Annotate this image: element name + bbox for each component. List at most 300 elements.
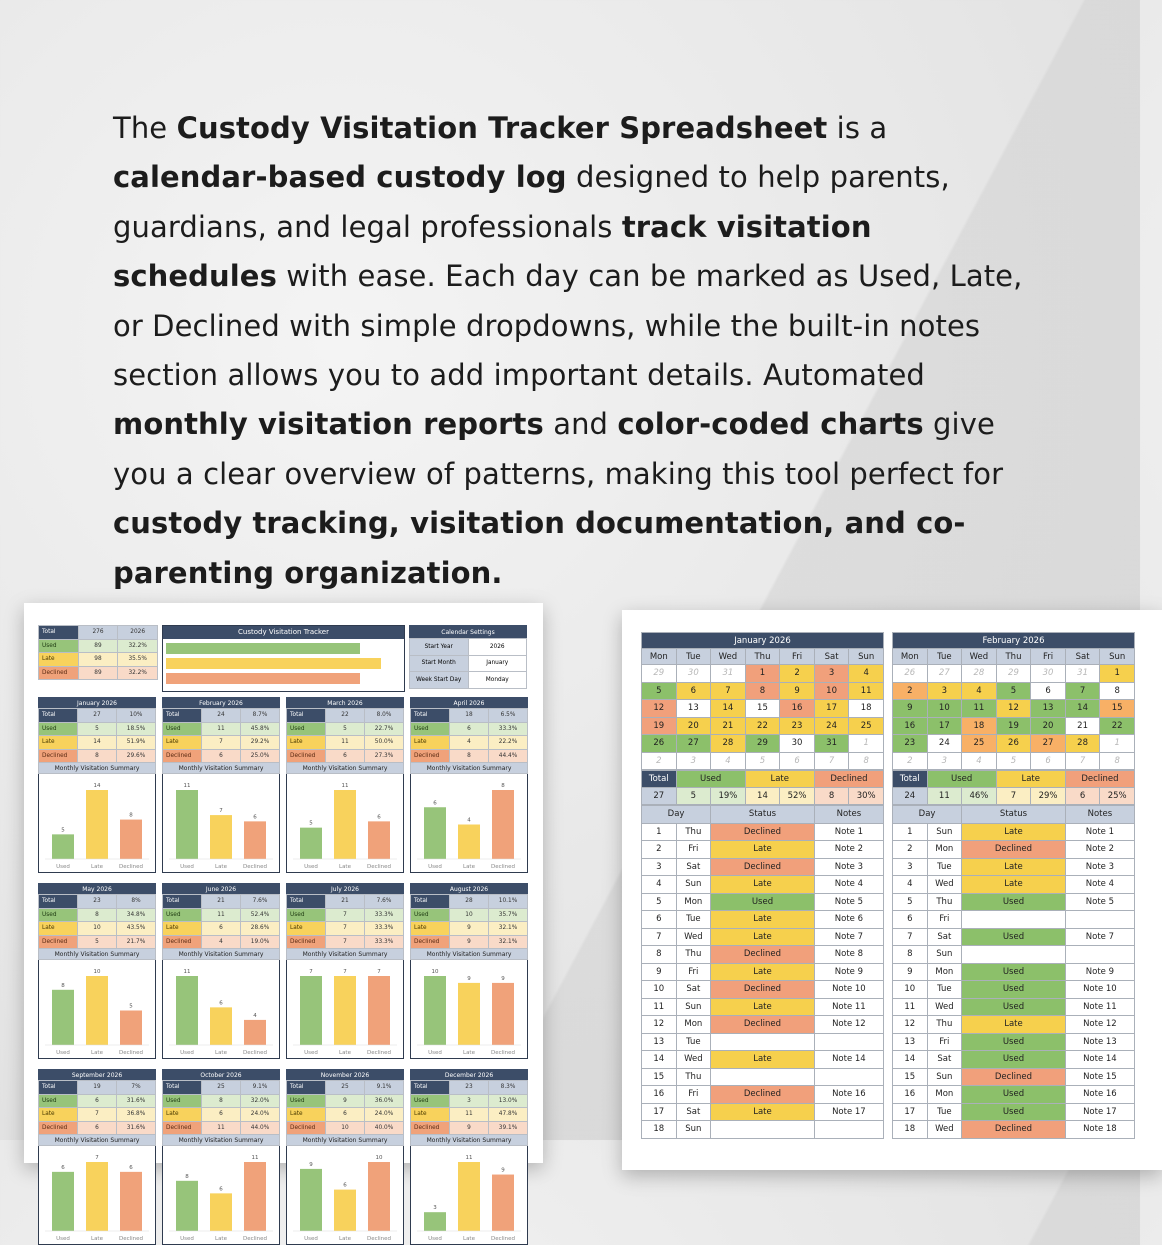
log-row [642,963,884,981]
log-day-number: 1 [893,823,928,841]
log-day-number: 11 [642,998,677,1016]
totals-row [39,639,158,653]
calendar-day[interactable]: 9 [893,700,928,718]
month-row-count: 4 [450,736,489,750]
month-row-pct: 22.7% [365,722,404,736]
x-tick-label: Late [215,1050,227,1056]
log-note-field[interactable]: Note 5 [814,893,883,911]
month-row-count: 3 [450,1094,489,1108]
log-status-dropdown[interactable]: Used [962,1103,1066,1121]
log-status-dropdown[interactable]: Declined [962,841,1066,859]
calendar-day[interactable]: 6 [1031,752,1066,770]
calendar-day[interactable]: 27 [927,665,962,683]
month-row-pct: 33.3% [365,922,404,936]
log-note-field[interactable]: Note 14 [1065,1051,1134,1069]
totals-row [39,653,158,667]
month-row-count: 8 [78,749,117,763]
month-table [38,708,156,763]
log-status-dropdown[interactable]: Declined [711,1086,815,1104]
summary-head-row [642,771,884,788]
calendar-day[interactable]: 14 [711,700,746,718]
month-row-count: 18 [450,709,489,723]
calendar-day[interactable]: 30 [1031,665,1066,683]
log-status-dropdown[interactable]: Used [962,963,1066,981]
log-note-field[interactable]: Note 9 [814,963,883,981]
weekday-label: Mon [642,649,677,665]
calendar-day[interactable]: 6 [1031,682,1066,700]
settings-label: Week Start Day [410,672,469,689]
month-row-count: 25 [202,1081,241,1095]
log-row [893,1121,1135,1139]
log-status-dropdown[interactable]: Late [711,998,815,1016]
calendar-day[interactable]: 31 [1065,665,1100,683]
log-day-number: 6 [642,911,677,929]
log-note-field[interactable]: Note 12 [814,1016,883,1034]
calendar-day[interactable]: 28 [962,665,997,683]
month-chart [162,774,280,873]
bar-value-label: 7 [343,969,347,975]
log-status-dropdown[interactable] [962,946,1066,964]
bar-used [300,1169,322,1231]
month-row-label: Late [411,1108,450,1122]
log-note-field[interactable]: Note 10 [814,981,883,999]
calendar-day[interactable]: 5 [642,682,677,700]
log-status-dropdown[interactable]: Late [711,1051,815,1069]
log-weekday: Tue [676,1033,711,1051]
month-row-pct: 33.3% [365,935,404,949]
log-note-field[interactable]: Note 17 [814,1103,883,1121]
month-bar-chart [411,774,527,872]
log-status-dropdown[interactable]: Late [962,858,1066,876]
calendar-day[interactable]: 16 [780,700,815,718]
month-chart [286,1146,404,1245]
month-row-label: Declined [287,749,326,763]
month-row-pct: 27.3% [365,749,404,763]
log-status-dropdown[interactable]: Used [962,1086,1066,1104]
log-status-dropdown[interactable]: Declined [962,1068,1066,1086]
summary-value: 14 [745,788,780,805]
bar-declined [368,976,390,1045]
month-row-label: Used [411,908,450,922]
summary-value: 11 [927,788,962,805]
summary-value: 25% [1100,788,1135,805]
calendar-day[interactable]: 28 [711,735,746,753]
log-note-field[interactable]: Note 2 [1065,841,1134,859]
calendar-day[interactable]: 5 [996,752,1031,770]
calendar-day[interactable]: 22 [745,717,780,735]
month-row-label: Declined [163,1121,202,1135]
log-note-field[interactable]: Note 16 [814,1086,883,1104]
log-note-field[interactable]: Note 8 [814,946,883,964]
month-row-pct: 43.5% [117,922,156,936]
bar-late [86,790,108,859]
log-note-field[interactable] [814,1121,883,1139]
calendar-day[interactable]: 20 [676,717,711,735]
calendar-day[interactable]: 8 [1100,752,1135,770]
totals-count: 89 [78,639,118,653]
log-row [642,1086,884,1104]
log-note-field[interactable]: Note 2 [814,841,883,859]
log-weekday: Thu [927,1016,962,1034]
log-head-notes: Notes [1065,806,1134,824]
log-note-field[interactable]: Note 13 [1065,1033,1134,1051]
month-row-count: 9 [450,1121,489,1135]
month-row-label: Used [163,722,202,736]
log-status-dropdown[interactable]: Used [962,998,1066,1016]
calendar-day[interactable]: 21 [711,717,746,735]
log-day-number: 10 [642,981,677,999]
bar-late [210,815,232,859]
log-row [893,1103,1135,1121]
log-status-dropdown[interactable]: Late [962,876,1066,894]
log-note-field[interactable] [814,1068,883,1086]
month-row [287,736,404,750]
bar-value-label: 6 [129,1164,133,1171]
month-title: February 2026 [162,697,280,708]
calendar-day[interactable]: 26 [893,665,928,683]
calendar-week [642,682,884,700]
month-chart [38,1146,156,1245]
month-row [39,908,156,922]
calendar-day[interactable]: 10 [927,700,962,718]
calendar-day[interactable]: 12 [996,700,1031,718]
month-title: June 2026 [162,883,280,894]
x-tick-label: Late [463,864,475,870]
calendar-day[interactable]: 5 [996,682,1031,700]
calendar-day[interactable]: 1 [1100,665,1135,683]
month-row-count: 9 [450,935,489,949]
month-row-label: Late [163,1108,202,1122]
month-row [411,709,528,723]
bar-used [176,1181,198,1231]
month-row-pct: 40.0% [365,1121,404,1135]
x-tick-label: Late [339,864,351,870]
calendar-day[interactable]: 22 [1100,717,1135,735]
calendar-day[interactable]: 19 [642,717,677,735]
bar-value-label: 6 [343,1182,347,1189]
bar-value-label: 10 [93,969,101,975]
intro-segment: designed to help parents, guardians, and legal professionals [113,160,950,244]
month-row-pct: 32.1% [489,922,528,936]
totals-label: Declined [39,666,79,680]
bar-declined [244,1162,266,1231]
log-note-field[interactable]: Note 1 [1065,823,1134,841]
calendar-day[interactable]: 3 [927,752,962,770]
log-status-dropdown[interactable] [962,911,1066,929]
calendar-day[interactable]: 15 [1100,700,1135,718]
calendar-day[interactable]: 2 [893,682,928,700]
log-status-dropdown[interactable] [711,1068,815,1086]
calendar-day[interactable]: 27 [676,735,711,753]
month-row-pct: 9.1% [365,1081,404,1095]
tracker-title: Custody Visitation Tracker [163,626,404,639]
log-weekday: Mon [676,893,711,911]
calendar-day[interactable]: 18 [962,717,997,735]
calendar-day[interactable]: 11 [849,682,884,700]
month-row [287,1094,404,1108]
calendar-day[interactable]: 3 [676,752,711,770]
calendar-day[interactable]: 1 [745,665,780,683]
log-note-field[interactable]: Note 12 [1065,1016,1134,1034]
x-tick-label: Used [428,864,442,870]
log-row [642,928,884,946]
calendar-day[interactable]: 1 [849,735,884,753]
log-note-field[interactable]: Note 14 [814,1051,883,1069]
calendar-day[interactable]: 29 [996,665,1031,683]
calendar-day[interactable]: 13 [676,700,711,718]
bar-used [52,1172,74,1231]
calendar-day[interactable]: 7 [1065,752,1100,770]
calendar-day[interactable]: 8 [1100,682,1135,700]
log-row [642,1068,884,1086]
log-note-field[interactable]: Note 18 [1065,1121,1134,1139]
weekday-row [642,649,884,665]
log-day-number: 5 [642,893,677,911]
weekday-label: Fri [1031,649,1066,665]
log-note-field[interactable]: Note 11 [1065,998,1134,1016]
month-row-count: 6 [202,922,241,936]
calendar-day[interactable]: 24 [927,735,962,753]
log-status-dropdown[interactable]: Declined [711,946,815,964]
month-row-count: 7 [326,935,365,949]
month-row-label: Late [411,922,450,936]
month-table [410,1080,528,1135]
calendar-day[interactable]: 29 [745,735,780,753]
calendar-day[interactable]: 7 [814,752,849,770]
bar-value-label: 5 [309,820,313,827]
log-day-number: 7 [642,928,677,946]
x-tick-label: Late [91,1236,103,1242]
calendar-day[interactable]: 2 [780,665,815,683]
log-status-dropdown[interactable]: Used [962,981,1066,999]
month-row-label: Declined [411,1121,450,1135]
log-note-field[interactable]: Note 16 [1065,1086,1134,1104]
month-row [163,736,280,750]
summary-value: 7 [996,788,1031,805]
log-weekday: Tue [927,1103,962,1121]
calendar-day[interactable]: 7 [711,682,746,700]
bar-value-label: 11 [183,783,191,789]
calendar-day[interactable]: 10 [814,682,849,700]
calendar-day[interactable]: 15 [745,700,780,718]
calendar-day[interactable]: 4 [962,752,997,770]
bar-used [424,807,446,859]
calendar-day[interactable]: 25 [962,735,997,753]
calendar-day[interactable]: 2 [893,752,928,770]
log-row [893,1051,1135,1069]
calendar-day[interactable]: 8 [849,752,884,770]
bar-declined [120,1172,142,1231]
log-status-dropdown[interactable]: Late [711,1103,815,1121]
totals-count: 276 [78,626,118,640]
calendar-day[interactable]: 7 [1065,682,1100,700]
log-note-field[interactable]: Note 17 [1065,1103,1134,1121]
month-chart [162,1146,280,1245]
log-weekday: Thu [676,823,711,841]
log-weekday: Tue [927,981,962,999]
log-note-field[interactable]: Note 9 [1065,963,1134,981]
calendar-day[interactable]: 2 [642,752,677,770]
log-note-field[interactable] [1065,946,1134,964]
month-row [287,1081,404,1095]
month-row-label: Total [163,895,202,909]
log-day-number: 18 [893,1121,928,1139]
calendar-day[interactable]: 20 [1031,717,1066,735]
calendar-day[interactable]: 31 [711,665,746,683]
log-note-field[interactable]: Note 7 [1065,928,1134,946]
month-row-count: 14 [78,736,117,750]
log-status-dropdown[interactable]: Used [962,893,1066,911]
log-note-field[interactable]: Note 4 [814,876,883,894]
month-row [287,1108,404,1122]
calendar-day[interactable]: 8 [745,682,780,700]
log-row [642,876,884,894]
log-note-field[interactable]: Note 15 [1065,1068,1134,1086]
log-status-dropdown[interactable]: Late [711,876,815,894]
month-row-label: Used [411,1094,450,1108]
log-status-dropdown[interactable]: Used [711,893,815,911]
calendar-day[interactable]: 26 [642,735,677,753]
calendar-day[interactable]: 4 [711,752,746,770]
calendar-day[interactable]: 30 [676,665,711,683]
calendar-day[interactable]: 29 [642,665,677,683]
month-row-pct: 8.3% [489,1081,528,1095]
calendar-day[interactable]: 5 [745,752,780,770]
calendar-week [893,665,1135,683]
calendar-day[interactable]: 13 [1031,700,1066,718]
calendar-day[interactable]: 6 [676,682,711,700]
log-status-dropdown[interactable] [711,1033,815,1051]
month-row-pct: 32.0% [241,1094,280,1108]
log-status-dropdown[interactable]: Late [711,928,815,946]
log-status-dropdown[interactable]: Used [962,928,1066,946]
log-status-dropdown[interactable]: Declined [711,1016,815,1034]
calendar-day[interactable]: 23 [780,717,815,735]
calendar-day[interactable]: 1 [1100,735,1135,753]
x-tick-label: Used [180,864,194,870]
month-chart [410,1146,528,1245]
month-row [411,895,528,909]
log-weekday: Wed [927,876,962,894]
log-status-dropdown[interactable]: Declined [711,823,815,841]
log-note-field[interactable]: Note 3 [1065,858,1134,876]
month-row-count: 6 [78,1121,117,1135]
weekday-row [893,649,1135,665]
summary-value: 52% [780,788,815,805]
x-tick-label: Late [91,864,103,870]
month-row-label: Late [287,922,326,936]
calendar-day[interactable]: 16 [893,717,928,735]
log-note-field[interactable]: Note 5 [1065,893,1134,911]
calendar-day[interactable]: 9 [780,682,815,700]
calendar-day[interactable]: 24 [814,717,849,735]
month-summary [38,697,156,873]
calendar-day[interactable]: 26 [996,735,1031,753]
calendar-day[interactable]: 25 [849,717,884,735]
log-day-number: 16 [642,1086,677,1104]
log-status-dropdown[interactable]: Late [962,823,1066,841]
log-note-field[interactable] [1065,911,1134,929]
log-row [893,876,1135,894]
log-status-dropdown[interactable]: Used [962,1051,1066,1069]
calendar-day[interactable]: 18 [849,700,884,718]
month-row-count: 11 [202,908,241,922]
month-row-pct: 47.8% [489,1108,528,1122]
calendar-day[interactable]: 19 [996,717,1031,735]
month-row-count: 6 [202,1108,241,1122]
calendar-day[interactable]: 30 [780,735,815,753]
month-row-pct: 18.5% [117,722,156,736]
summary-label: Monthly Visitation Summary [38,1135,156,1146]
log-status-dropdown[interactable]: Late [962,1016,1066,1034]
calendar-day[interactable]: 4 [849,665,884,683]
log-status-dropdown[interactable]: Declined [711,981,815,999]
log-row [642,1121,884,1139]
calendar-day[interactable]: 31 [814,735,849,753]
x-tick-label: Used [304,1236,318,1242]
calendar-day[interactable]: 21 [1065,717,1100,735]
intro-segment: track visitation schedules [113,209,872,294]
log-note-field[interactable]: Note 6 [814,911,883,929]
log-day-number: 10 [893,981,928,999]
bar-used [52,834,74,859]
log-status-dropdown[interactable]: Declined [711,858,815,876]
summary-head-row [893,771,1135,788]
calendar-day[interactable]: 17 [814,700,849,718]
month-row-label: Late [287,1108,326,1122]
log-status-dropdown[interactable]: Used [962,1033,1066,1051]
log-status-dropdown[interactable]: Late [711,963,815,981]
log-status-dropdown[interactable]: Declined [962,1121,1066,1139]
bar-value-label: 6 [61,1164,65,1171]
calendar-day[interactable]: 23 [893,735,928,753]
calendar-day[interactable]: 3 [814,665,849,683]
month-row [163,935,280,949]
log-day-number: 3 [642,858,677,876]
month-row-pct: 25.0% [241,749,280,763]
calendar-day[interactable]: 6 [780,752,815,770]
month-chart [286,774,404,873]
month-summary [162,697,280,873]
log-note-field[interactable] [814,1033,883,1051]
log-status-dropdown[interactable] [711,1121,815,1139]
log-note-field[interactable]: Note 7 [814,928,883,946]
calendar-day[interactable]: 11 [962,700,997,718]
calendar-day[interactable]: 3 [927,682,962,700]
log-weekday: Mon [927,1086,962,1104]
month-row-label: Late [163,736,202,750]
log-note-field[interactable]: Note 10 [1065,981,1134,999]
log-head-notes: Notes [814,806,883,824]
log-note-field[interactable]: Note 11 [814,998,883,1016]
totals-pct: 32.2% [118,639,158,653]
calendar-day[interactable]: 27 [1031,735,1066,753]
log-note-field[interactable]: Note 4 [1065,876,1134,894]
month-row-label: Total [287,895,326,909]
bar-declined [244,1020,266,1045]
calendar-day[interactable]: 14 [1065,700,1100,718]
calendar-day[interactable]: 4 [962,682,997,700]
calendar-day[interactable]: 12 [642,700,677,718]
log-status-dropdown[interactable]: Late [711,911,815,929]
calendar-day[interactable]: 28 [1065,735,1100,753]
log-note-field[interactable]: Note 1 [814,823,883,841]
calendar-day[interactable]: 17 [927,717,962,735]
log-day-number: 15 [642,1068,677,1086]
month-row-label: Used [39,1094,78,1108]
log-note-field[interactable]: Note 3 [814,858,883,876]
log-status-dropdown[interactable]: Late [711,841,815,859]
